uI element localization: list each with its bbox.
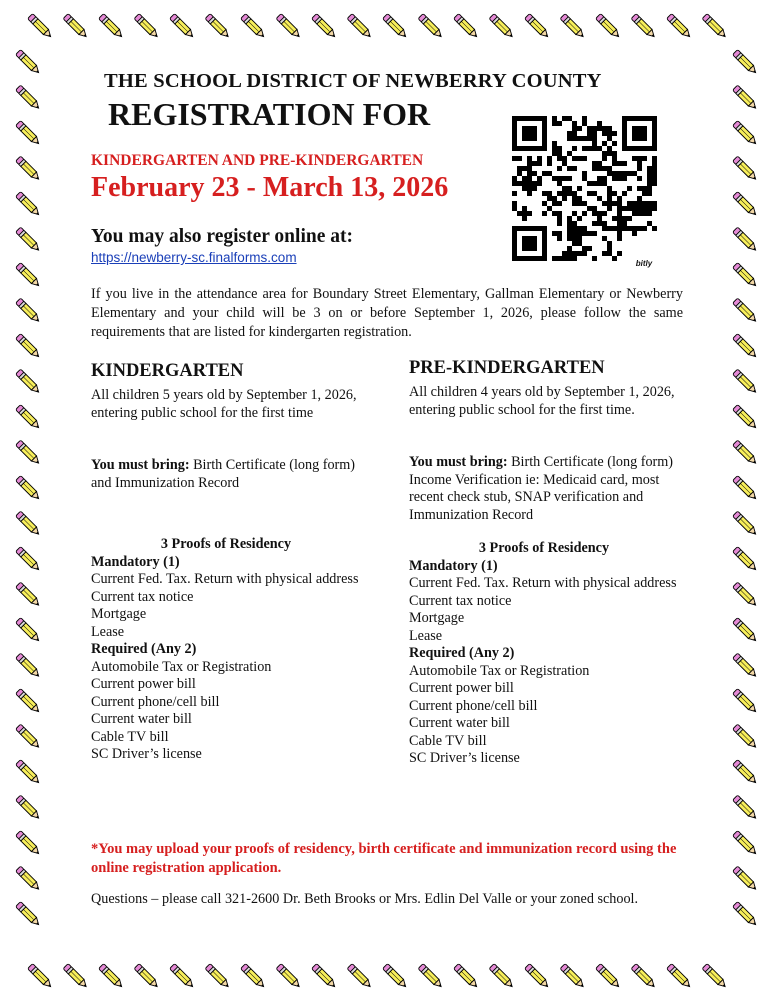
prekindergarten-column — [409, 357, 679, 768]
prekindergarten-proofs-title: 3 Proofs of Residency — [478, 540, 610, 556]
list-item: Cable TV bill — [409, 732, 487, 749]
list-item: Mortgage — [91, 606, 147, 622]
list-item: Current phone/cell bill — [91, 693, 220, 710]
kindergarten-required-list — [91, 659, 361, 764]
qr-code — [508, 112, 662, 272]
list-item: Current water bill — [91, 711, 192, 727]
intro-paragraph: If you live in the attendance area for Boundary Street Elementary, Gallman Elementary or Newberry Elementary and your child will be 3 on or before September 1, 2026, please follow the same requirements that are listed for kindergarten registration. — [91, 286, 683, 340]
bring-label: You must bring: — [91, 457, 190, 473]
district-title: THE SCHOOL DISTRICT OF NEWBERRY COUNTY — [104, 70, 602, 92]
list-item: Current phone/cell bill — [409, 697, 538, 714]
list-item: SC Driver’s license — [409, 750, 520, 766]
questions-contact: Questions – please call 321-2600 Dr. Beth Brooks or Mrs. Edlin Del Valle or your zoned school. — [91, 891, 639, 907]
registration-title: REGISTRATION FOR — [108, 96, 431, 132]
kindergarten-mandatory-list — [91, 571, 361, 641]
upload-note: *You may upload your proofs of residency, birth certificate and immunization record using the online registration application. — [91, 841, 677, 876]
list-item: SC Driver’s license — [91, 746, 202, 762]
list-item: Lease — [91, 623, 125, 640]
prekindergarten-mandatory-list — [409, 575, 679, 645]
list-item: Automobile Tax or Registration — [91, 658, 272, 675]
list-item: Current Fed. Tax. Return with physical address — [409, 575, 677, 591]
list-item: Current power bill — [409, 680, 514, 696]
list-item: Current Fed. Tax. Return with physical address — [91, 571, 359, 587]
kindergarten-eligibility: All children 5 years old by September 1, 2026, entering public school for the first time — [91, 387, 357, 421]
kindergarten-column — [91, 360, 361, 764]
bring-text: Birth Certificate (long form) and Immunization Record — [91, 457, 356, 491]
online-registration-label: You may also register online at: — [91, 226, 353, 247]
prekindergarten-requirements — [409, 454, 679, 524]
qr-caption: bitly — [635, 259, 653, 268]
kindergarten-proofs-title: 3 Proofs of Residency — [160, 536, 292, 552]
online-registration-link[interactable]: https://newberry-sc.finalforms.com — [91, 250, 297, 265]
list-item: Mortgage — [409, 610, 465, 626]
list-item: Cable TV bill — [91, 728, 169, 745]
programs-heading: KINDERGARTEN AND PRE-KINDERGARTEN — [91, 152, 424, 169]
prekindergarten-required-list — [409, 663, 679, 768]
kindergarten-requirements — [91, 457, 361, 492]
prekindergarten-mandatory-title: Mandatory (1) — [409, 557, 498, 574]
kindergarten-title: KINDERGARTEN — [91, 361, 244, 381]
bring-label: You must bring: — [409, 454, 508, 470]
list-item: Current power bill — [91, 676, 196, 692]
prekindergarten-title: PRE-KINDERGARTEN — [409, 358, 605, 378]
registration-dates: February 23 - March 13, 2026 — [91, 172, 449, 203]
kindergarten-mandatory-title: Mandatory (1) — [91, 553, 180, 570]
list-item: Lease — [409, 627, 443, 644]
bring-text: Birth Certificate (long form) Income Verification ie: Medicaid card, most recent check stub, SNAP verification and Immunization Record — [409, 454, 674, 523]
list-item: Automobile Tax or Registration — [409, 662, 590, 679]
list-item: Current tax notice — [409, 592, 512, 609]
prekindergarten-required-title: Required (Any 2) — [409, 645, 515, 661]
list-item: Current water bill — [409, 715, 510, 731]
list-item: Current tax notice — [91, 588, 194, 605]
kindergarten-required-title: Required (Any 2) — [91, 641, 197, 657]
prekindergarten-eligibility: All children 4 years old by September 1, 2026, entering public school for the first time. — [409, 384, 675, 418]
